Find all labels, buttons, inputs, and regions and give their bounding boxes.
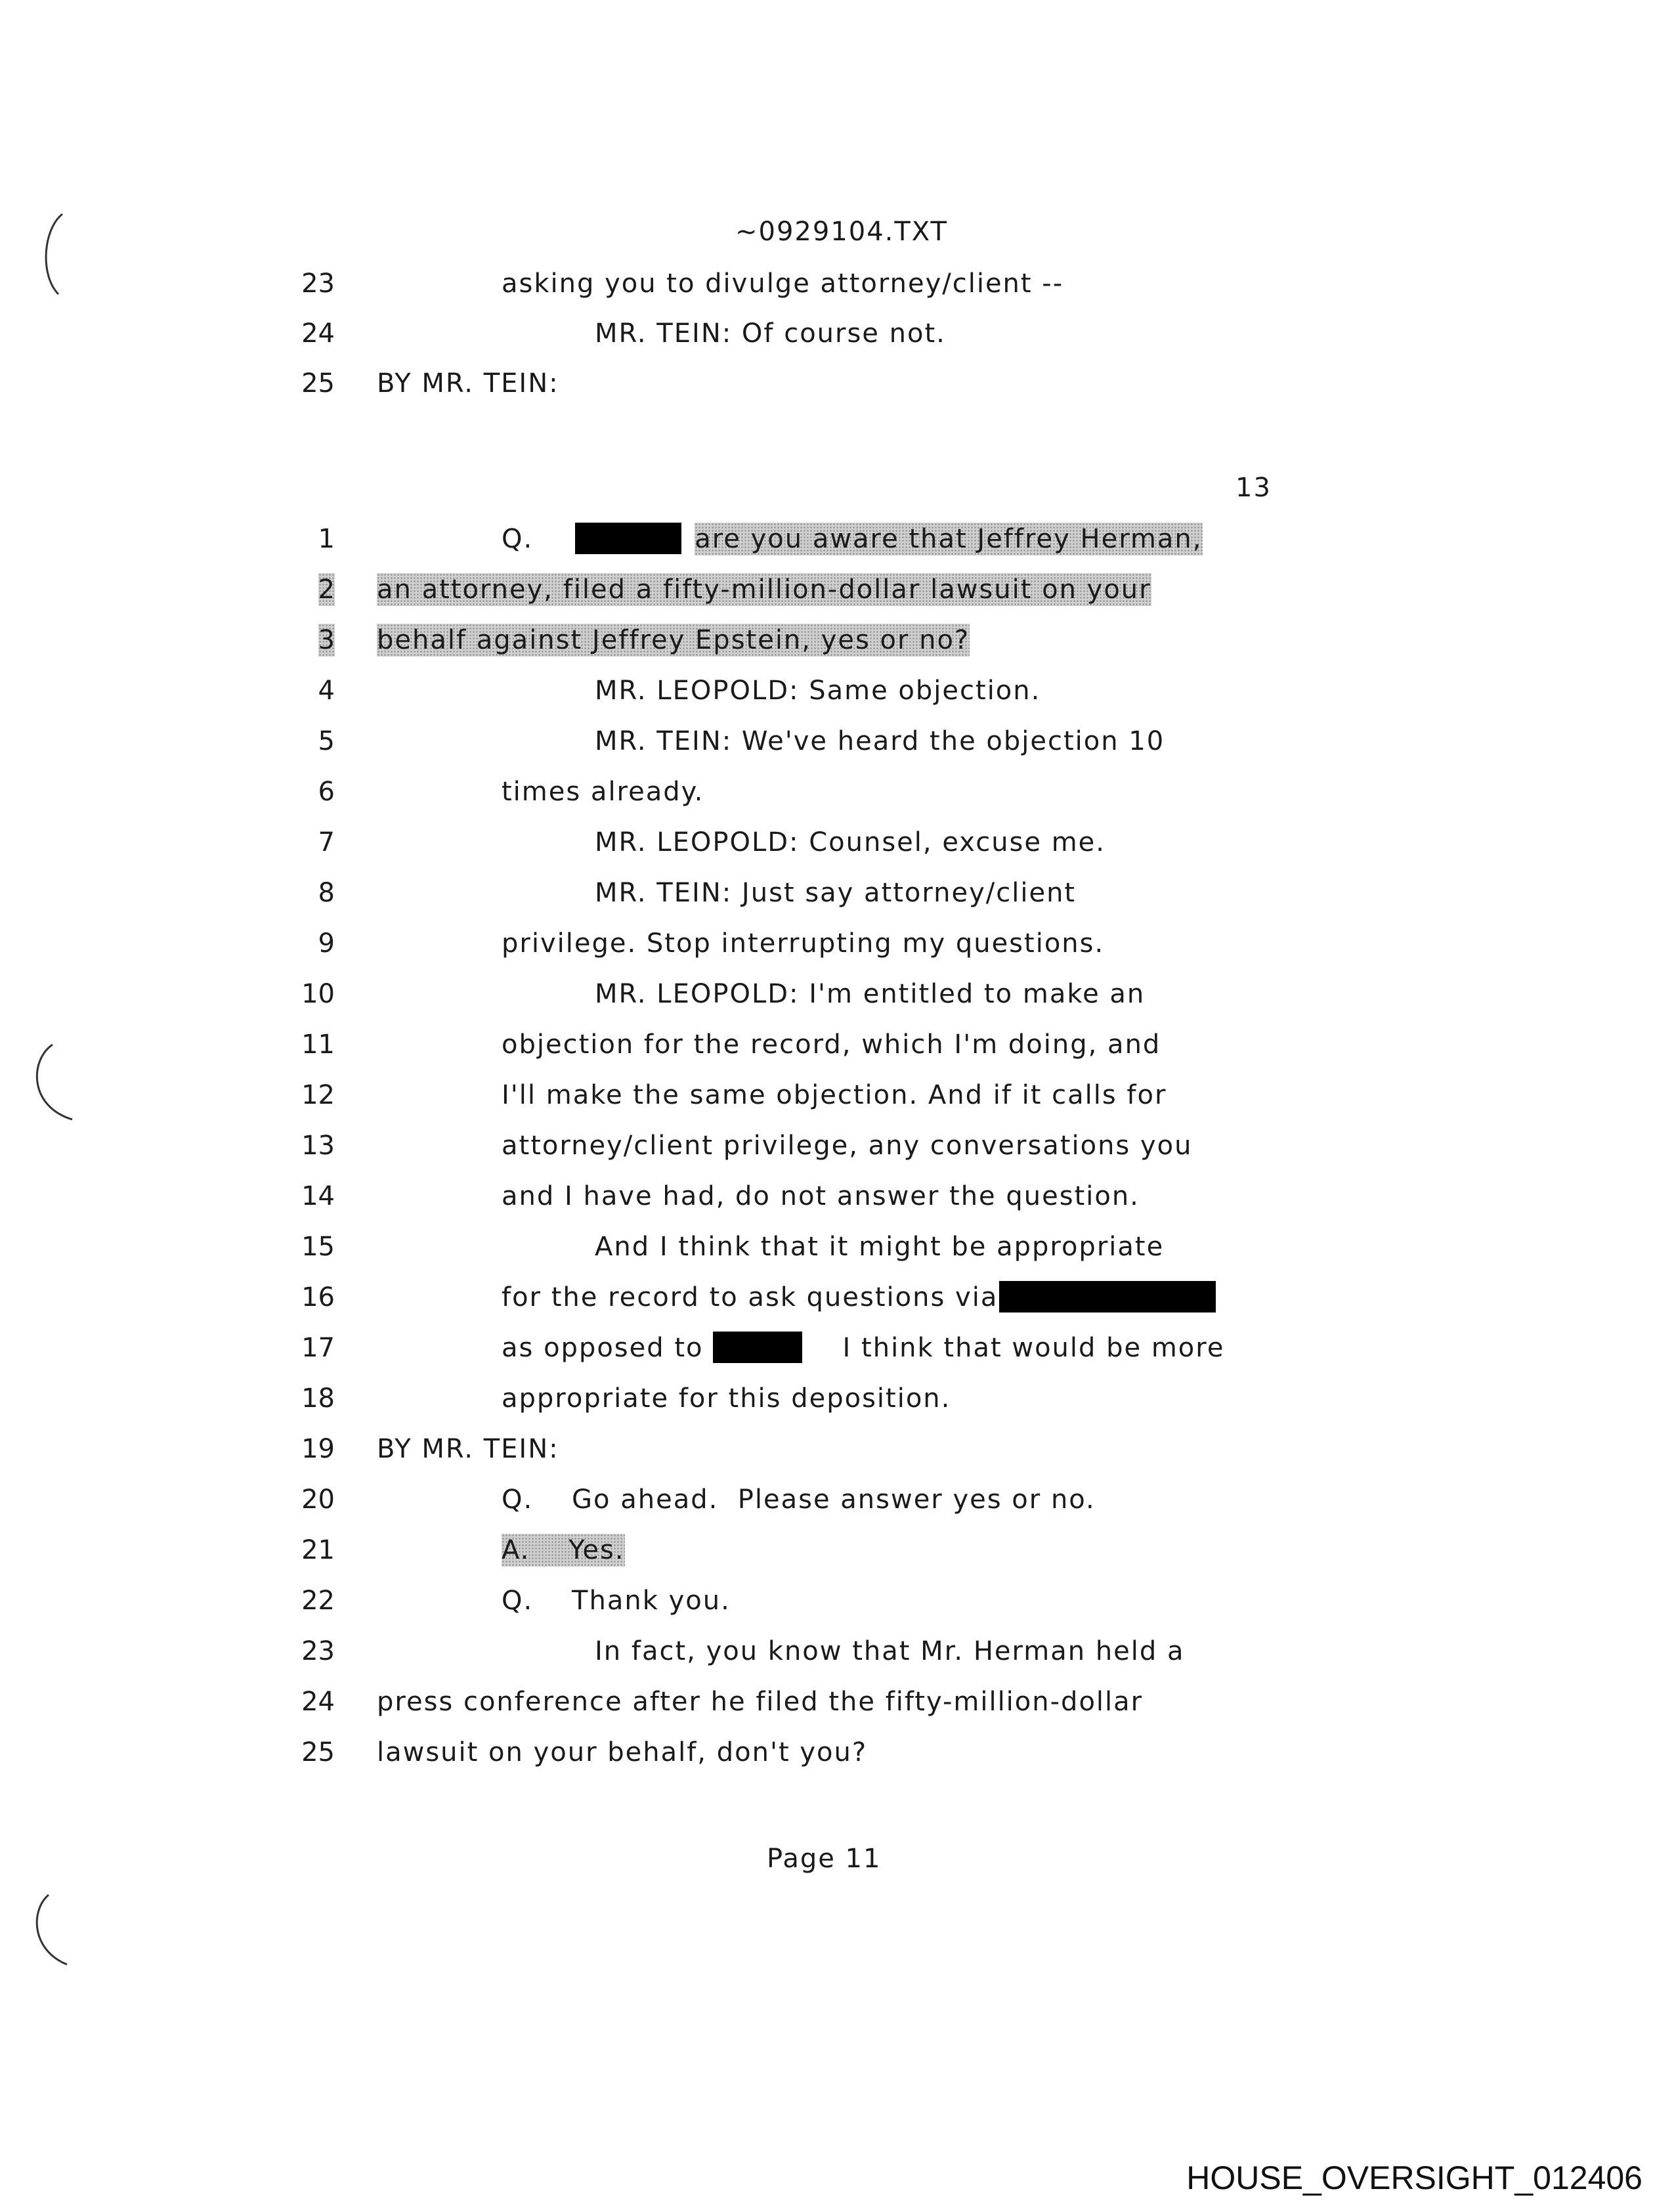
line-number: 7 — [318, 827, 335, 857]
line-text: MR. TEIN: Just say attorney/client — [595, 878, 1077, 908]
line-text — [502, 1525, 625, 1575]
line-number: 20 — [301, 1485, 335, 1515]
transcript-line — [0, 1272, 1674, 1322]
redaction-box — [999, 1281, 1216, 1312]
highlighted-line-number: 2 — [318, 575, 335, 605]
line-number: 8 — [318, 878, 335, 908]
transcript-line — [0, 565, 1674, 615]
highlighted-text: are you aware that Jeffrey Herman, — [695, 524, 1203, 554]
transcript-line — [0, 309, 1674, 358]
line-number: 1 — [318, 524, 335, 554]
transcript-line — [0, 1020, 1674, 1070]
transcript-line — [0, 969, 1674, 1019]
page-number: Page 11 — [767, 1844, 882, 1874]
line-number: 4 — [318, 676, 335, 706]
transcript-line — [0, 1576, 1674, 1626]
line-text: BY MR. TEIN: — [377, 1434, 559, 1464]
transcript-line — [0, 919, 1674, 968]
transcript-line — [0, 1374, 1674, 1423]
transcript-line — [0, 1727, 1674, 1777]
line-text: MR. LEOPOLD: I'm entitled to make an — [595, 979, 1146, 1009]
line-number: 11 — [301, 1030, 335, 1060]
line-number: 5 — [318, 726, 335, 756]
highlighted-text: A. Yes. — [502, 1535, 625, 1565]
line-number: 9 — [318, 928, 335, 959]
transcript-line — [0, 817, 1674, 867]
transcript-line — [0, 1424, 1674, 1474]
line-number: 16 — [301, 1282, 335, 1312]
line-text: Q. Thank you. — [502, 1586, 731, 1616]
line-number: 25 — [301, 368, 335, 399]
line-text — [377, 565, 1151, 615]
line-number: 24 — [301, 1687, 335, 1717]
line-number: 13 — [301, 1131, 335, 1161]
transcript-line — [0, 514, 1674, 564]
line-number — [249, 565, 335, 615]
document-filename: ~0929104.TXT — [735, 217, 948, 247]
line-number: 21 — [301, 1535, 335, 1565]
line-text: appropriate for this deposition. — [502, 1383, 951, 1414]
line-number: 23 — [301, 269, 335, 299]
punch-hole-mark-bottom — [26, 1891, 79, 1970]
bates-number: HOUSE_OVERSIGHT_012406 — [1186, 2159, 1642, 2196]
transcript-line — [0, 358, 1674, 408]
line-text: MR. TEIN: Of course not. — [595, 318, 946, 349]
redaction-box — [713, 1332, 802, 1363]
line-number: 6 — [318, 777, 335, 807]
transcript-line — [0, 1525, 1674, 1575]
transcript-line — [0, 1475, 1674, 1525]
line-number: 23 — [301, 1636, 335, 1666]
transcript-line — [0, 1171, 1674, 1221]
transcript-line — [0, 1626, 1674, 1676]
line-text: MR. LEOPOLD: Counsel, excuse me. — [595, 827, 1106, 857]
line-number: 18 — [301, 1383, 335, 1414]
line-text: Q. Go ahead. Please answer yes or no. — [502, 1485, 1096, 1515]
transcript-line — [0, 1677, 1674, 1727]
line-text-part: I think that would be more — [842, 1333, 1225, 1363]
redaction-box — [575, 523, 681, 554]
question-label: Q. — [502, 524, 534, 554]
line-text: times already. — [502, 777, 704, 807]
line-text: In fact, you know that Mr. Herman held a — [595, 1636, 1185, 1666]
line-number: 15 — [301, 1232, 335, 1262]
line-number — [249, 615, 335, 665]
transcript-line — [0, 615, 1674, 665]
line-text: and I have had, do not answer the question. — [502, 1181, 1140, 1211]
line-text: BY MR. TEIN: — [377, 368, 559, 399]
transcript-line — [0, 1070, 1674, 1120]
line-text — [377, 615, 970, 665]
line-text — [502, 1323, 1224, 1373]
line-text — [502, 1272, 1216, 1322]
line-number: 19 — [301, 1434, 335, 1464]
transcript-line — [0, 666, 1674, 716]
transcript-line — [0, 767, 1674, 817]
line-text: lawsuit on your behalf, don't you? — [377, 1737, 868, 1767]
line-text: press conference after he filed the fifty-million-dollar — [377, 1687, 1144, 1717]
transcript-line — [0, 259, 1674, 309]
line-text: privilege. Stop interrupting my questions. — [502, 928, 1105, 959]
line-text: MR. LEOPOLD: Same objection. — [595, 676, 1041, 706]
highlighted-line-number: 3 — [318, 625, 335, 655]
line-text: I'll make the same objection. And if it calls for — [502, 1080, 1167, 1110]
line-text-part: as opposed to — [502, 1333, 704, 1363]
line-number: 24 — [301, 318, 335, 349]
highlighted-text: behalf against Jeffrey Epstein, yes or no? — [377, 625, 970, 655]
line-number: 25 — [301, 1737, 335, 1767]
line-number: 12 — [301, 1080, 335, 1110]
line-text: asking you to divulge attorney/client -- — [502, 269, 1064, 299]
line-text: And I think that it might be appropriate — [595, 1232, 1165, 1262]
transcript-line — [0, 716, 1674, 766]
line-text — [502, 514, 1203, 564]
line-text: objection for the record, which I'm doing, and — [502, 1030, 1161, 1060]
line-number: 22 — [301, 1586, 335, 1616]
transcript-line — [0, 1323, 1674, 1373]
line-number: 10 — [301, 979, 335, 1009]
line-text: MR. TEIN: We've heard the objection 10 — [595, 726, 1165, 756]
transcript-line — [0, 868, 1674, 918]
line-number: 14 — [301, 1181, 335, 1211]
transcript-line — [0, 1121, 1674, 1171]
page-marker: 13 — [1235, 473, 1272, 503]
highlighted-text: an attorney, filed a fifty-million-dollar lawsuit on your — [377, 575, 1151, 605]
line-text-part: for the record to ask questions via — [502, 1282, 998, 1312]
line-number: 17 — [301, 1333, 335, 1363]
line-text: attorney/client privilege, any conversations you — [502, 1131, 1193, 1161]
transcript-line — [0, 1222, 1674, 1272]
